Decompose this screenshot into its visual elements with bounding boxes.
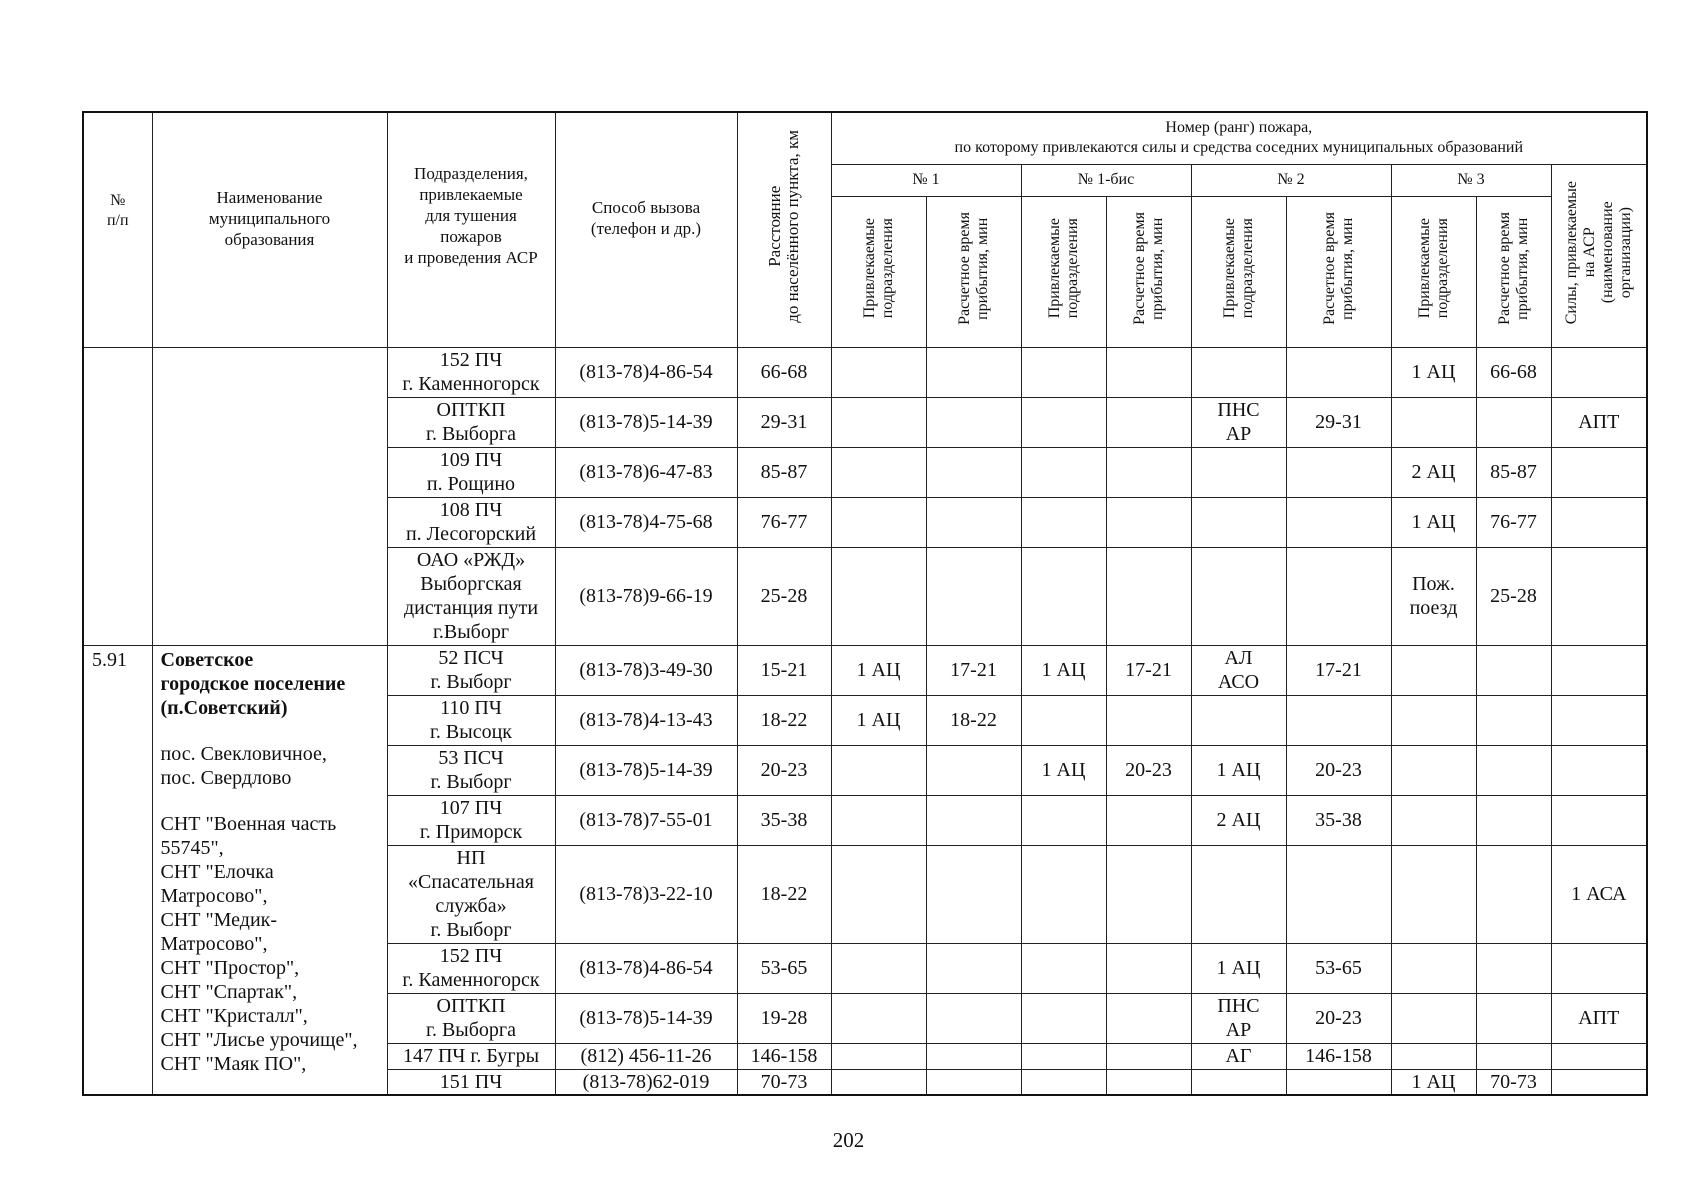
fire-forces-table [82, 111, 1648, 1096]
cell-r1u: 1 АЦ [831, 645, 926, 695]
cell-unit: 52 ПСЧ г. Выборг [387, 645, 555, 695]
header-number: № п/п [83, 112, 152, 347]
cell-dist: 85-87 [737, 447, 831, 497]
cell-r3t: 66-68 [1476, 347, 1551, 397]
municipality-number: 5.91 [83, 645, 152, 1095]
cell-r2u [1191, 497, 1286, 547]
cell-r2u [1191, 447, 1286, 497]
cell-r3u: 1 АЦ [1391, 1069, 1476, 1095]
cell-r3u [1391, 845, 1476, 943]
empty-municipality-cell [152, 347, 387, 645]
cell-r1u [831, 347, 926, 397]
cell-r1u [831, 993, 926, 1043]
cell-r1bt [1106, 547, 1191, 645]
cell-r1t [926, 1069, 1021, 1095]
cell-phone: (813-78)4-13-43 [555, 695, 737, 745]
table-body [83, 347, 1647, 1095]
cell-asr [1551, 645, 1647, 695]
cell-unit: 152 ПЧ г. Каменногорск [387, 347, 555, 397]
cell-phone: (813-78)5-14-39 [555, 397, 737, 447]
cell-r1t [926, 347, 1021, 397]
cell-r3u [1391, 397, 1476, 447]
cell-r2u [1191, 845, 1286, 943]
cell-phone: (813-78)4-75-68 [555, 497, 737, 547]
cell-unit: 151 ПЧ [387, 1069, 555, 1095]
cell-unit: 108 ПЧ п. Лесогорский [387, 497, 555, 547]
cell-r3t [1476, 795, 1551, 845]
header-rank2-units: Привлекаемые подразделения [1191, 196, 1286, 347]
municipality-snt-list: СНТ "Военная часть 55745", СНТ "Елочка Матросово", СНТ "Медик- Матросово", СНТ "Простор", СНТ "Спартак", СНТ "Кристалл", СНТ "Лисье урочище", СНТ "Маяк ПО", [160, 812, 358, 1075]
cell-unit: ОПТКП г. Выборга [387, 993, 555, 1043]
cell-unit: 53 ПСЧ г. Выборг [387, 745, 555, 795]
cell-r2u: 2 АЦ [1191, 795, 1286, 845]
empty-number-cell [83, 347, 152, 645]
cell-r1bt [1106, 845, 1191, 943]
cell-r1u [831, 497, 926, 547]
cell-r1u [831, 845, 926, 943]
cell-unit: ОПТКП г. Выборга [387, 397, 555, 447]
cell-unit: 152 ПЧ г. Каменногорск [387, 943, 555, 993]
cell-r2u [1191, 347, 1286, 397]
cell-r3t: 85-87 [1476, 447, 1551, 497]
cell-r2t: 17-21 [1286, 645, 1391, 695]
cell-dist: 18-22 [737, 695, 831, 745]
cell-r1bu [1021, 497, 1106, 547]
cell-r3u: Пож. поезд [1391, 547, 1476, 645]
cell-r1u [831, 547, 926, 645]
cell-phone: (813-78)5-14-39 [555, 745, 737, 795]
cell-r2u: АГ [1191, 1043, 1286, 1069]
cell-phone: (812) 456-11-26 [555, 1043, 737, 1069]
cell-r3u [1391, 745, 1476, 795]
cell-r2t: 29-31 [1286, 397, 1391, 447]
cell-asr [1551, 1069, 1647, 1095]
cell-r1bt [1106, 497, 1191, 547]
cell-phone: (813-78)6-47-83 [555, 447, 737, 497]
cell-phone: (813-78)5-14-39 [555, 993, 737, 1043]
cell-r2t [1286, 1069, 1391, 1095]
cell-r2u: ПНС АР [1191, 993, 1286, 1043]
header-units: Подразделения, привлекаемые для тушения пожаров и проведения АСР [387, 112, 555, 347]
cell-r1t [926, 943, 1021, 993]
cell-r3t [1476, 695, 1551, 745]
header-rank-2: № 2 [1191, 164, 1391, 196]
cell-r2t: 53-65 [1286, 943, 1391, 993]
cell-r2u [1191, 1069, 1286, 1095]
cell-asr [1551, 497, 1647, 547]
cell-r2t [1286, 347, 1391, 397]
cell-unit: НП «Спасательная служба» г. Выборг [387, 845, 555, 943]
header-rank3-units: Привлекаемые подразделения [1391, 196, 1476, 347]
header-municipality: Наименование муниципального образования [152, 112, 387, 347]
cell-asr [1551, 695, 1647, 745]
page-number: 202 [832, 1128, 865, 1152]
cell-dist: 35-38 [737, 795, 831, 845]
municipality-settlements: пос. Свекловичное, пос. Свердлово [160, 742, 327, 789]
cell-r3u: 1 АЦ [1391, 347, 1476, 397]
cell-asr [1551, 943, 1647, 993]
cell-r1bt [1106, 695, 1191, 745]
cell-r1u [831, 1043, 926, 1069]
cell-r2t: 35-38 [1286, 795, 1391, 845]
cell-r1bu: 1 АЦ [1021, 745, 1106, 795]
cell-unit: ОАО «РЖД» Выборгская дистанция пути г.Выборг [387, 547, 555, 645]
cell-r1u [831, 795, 926, 845]
cell-dist: 20-23 [737, 745, 831, 795]
cell-r1t [926, 795, 1021, 845]
cell-r1t: 17-21 [926, 645, 1021, 695]
cell-phone: (813-78)4-86-54 [555, 347, 737, 397]
cell-dist: 66-68 [737, 347, 831, 397]
cell-r1t [926, 547, 1021, 645]
cell-r3u [1391, 1043, 1476, 1069]
cell-r1bt [1106, 1069, 1191, 1095]
cell-dist: 25-28 [737, 547, 831, 645]
cell-r1bu [1021, 547, 1106, 645]
cell-r1u [831, 1069, 926, 1095]
cell-dist: 53-65 [737, 943, 831, 993]
cell-r3t [1476, 645, 1551, 695]
cell-r2u: АЛ АСО [1191, 645, 1286, 695]
cell-dist: 29-31 [737, 397, 831, 447]
cell-r3u [1391, 993, 1476, 1043]
cell-r1bu [1021, 695, 1106, 745]
cell-asr [1551, 745, 1647, 795]
cell-r3u: 1 АЦ [1391, 497, 1476, 547]
cell-asr: АПТ [1551, 993, 1647, 1043]
cell-phone: (813-78)3-49-30 [555, 645, 737, 695]
cell-r3t [1476, 745, 1551, 795]
cell-r3u [1391, 795, 1476, 845]
cell-r1t [926, 1043, 1021, 1069]
cell-r1t [926, 497, 1021, 547]
cell-r1t [926, 745, 1021, 795]
cell-r1bu [1021, 347, 1106, 397]
cell-r2t [1286, 547, 1391, 645]
cell-r1bu [1021, 1043, 1106, 1069]
municipality-name: Советское городское поселение (п.Советский) [160, 648, 346, 719]
cell-r3t: 70-73 [1476, 1069, 1551, 1095]
header-asr-forces [1551, 164, 1647, 347]
cell-r2u: ПНС АР [1191, 397, 1286, 447]
cell-r3t [1476, 943, 1551, 993]
cell-r3t [1476, 397, 1551, 447]
cell-asr: АПТ [1551, 397, 1647, 447]
header-rank1bis-time: Расчетное время прибытия, мин [1106, 196, 1191, 347]
cell-dist: 15-21 [737, 645, 831, 695]
header-rank-1bis: № 1-бис [1021, 164, 1191, 196]
cell-dist: 76-77 [737, 497, 831, 547]
cell-r2t: 20-23 [1286, 993, 1391, 1043]
cell-r1t: 18-22 [926, 695, 1021, 745]
cell-r1bt [1106, 943, 1191, 993]
cell-unit: 147 ПЧ г. Бугры [387, 1043, 555, 1069]
cell-dist: 19-28 [737, 993, 831, 1043]
cell-r1bu [1021, 943, 1106, 993]
cell-r2t [1286, 845, 1391, 943]
header-asr-forces-label: Силы, привлекаемые на АСР (наименование организации) [1562, 180, 1634, 325]
cell-unit: 109 ПЧ п. Рощино [387, 447, 555, 497]
header-rank1-time: Расчетное время прибытия, мин [926, 196, 1021, 347]
cell-r2t: 20-23 [1286, 745, 1391, 795]
header-distance [737, 112, 831, 347]
cell-asr [1551, 447, 1647, 497]
cell-r1bt [1106, 447, 1191, 497]
cell-asr [1551, 547, 1647, 645]
cell-asr [1551, 795, 1647, 845]
municipality-cell [152, 645, 387, 1095]
cell-r3t: 76-77 [1476, 497, 1551, 547]
cell-r1bu: 1 АЦ [1021, 645, 1106, 695]
cell-phone: (813-78)7-55-01 [555, 795, 737, 845]
cell-r1u [831, 943, 926, 993]
cell-asr [1551, 1043, 1647, 1069]
cell-r1u [831, 745, 926, 795]
cell-dist: 70-73 [737, 1069, 831, 1095]
table-row [83, 347, 1647, 397]
cell-r1u [831, 397, 926, 447]
cell-phone: (813-78)62-019 [555, 1069, 737, 1095]
cell-r1bt [1106, 795, 1191, 845]
cell-r1bu [1021, 447, 1106, 497]
cell-r1bu [1021, 845, 1106, 943]
cell-dist: 146-158 [737, 1043, 831, 1069]
cell-r1bt [1106, 397, 1191, 447]
header-call-method: Способ вызова (телефон и др.) [555, 112, 737, 347]
cell-r1bu [1021, 1069, 1106, 1095]
cell-r1t [926, 397, 1021, 447]
cell-asr [1551, 347, 1647, 397]
cell-r1t [926, 993, 1021, 1043]
cell-r3t [1476, 993, 1551, 1043]
cell-dist: 18-22 [737, 845, 831, 943]
cell-r2t [1286, 695, 1391, 745]
header-distance-label: Расстояние до населённого пункта, км [765, 130, 802, 324]
cell-r1bt [1106, 993, 1191, 1043]
cell-r3u [1391, 943, 1476, 993]
cell-phone: (813-78)9-66-19 [555, 547, 737, 645]
table-row [83, 645, 1647, 695]
header-rank-title: Номер (ранг) пожара, по которому привлекаются силы и средства соседних муниципальных образований [831, 112, 1647, 164]
cell-r3t [1476, 845, 1551, 943]
cell-r1bu [1021, 993, 1106, 1043]
header-rank3-time: Расчетное время прибытия, мин [1476, 196, 1551, 347]
header-rank-3: № 3 [1391, 164, 1551, 196]
cell-r3t [1476, 1043, 1551, 1069]
cell-asr: 1 АСА [1551, 845, 1647, 943]
header-rank1-units: Привлекаемые подразделения [831, 196, 926, 347]
header-rank2-time: Расчетное время прибытия, мин [1286, 196, 1391, 347]
cell-r2t: 146-158 [1286, 1043, 1391, 1069]
cell-r2t [1286, 497, 1391, 547]
cell-r2u [1191, 695, 1286, 745]
cell-r1bt: 20-23 [1106, 745, 1191, 795]
cell-phone: (813-78)3-22-10 [555, 845, 737, 943]
cell-r3u [1391, 695, 1476, 745]
cell-r3u: 2 АЦ [1391, 447, 1476, 497]
cell-r2u: 1 АЦ [1191, 745, 1286, 795]
cell-r1u: 1 АЦ [831, 695, 926, 745]
cell-r1bu [1021, 795, 1106, 845]
header-rank-1: № 1 [831, 164, 1021, 196]
cell-r1u [831, 447, 926, 497]
cell-r2t [1286, 447, 1391, 497]
cell-r1bt: 17-21 [1106, 645, 1191, 695]
cell-r1bu [1021, 397, 1106, 447]
cell-r1t [926, 447, 1021, 497]
cell-r2u [1191, 547, 1286, 645]
cell-r1bt [1106, 347, 1191, 397]
cell-r3t: 25-28 [1476, 547, 1551, 645]
header-rank1bis-units: Привлекаемые подразделения [1021, 196, 1106, 347]
cell-r2u: 1 АЦ [1191, 943, 1286, 993]
cell-phone: (813-78)4-86-54 [555, 943, 737, 993]
cell-unit: 107 ПЧ г. Приморск [387, 795, 555, 845]
cell-r3u [1391, 645, 1476, 695]
cell-r1bt [1106, 1043, 1191, 1069]
cell-r1t [926, 845, 1021, 943]
cell-unit: 110 ПЧ г. Высоцк [387, 695, 555, 745]
